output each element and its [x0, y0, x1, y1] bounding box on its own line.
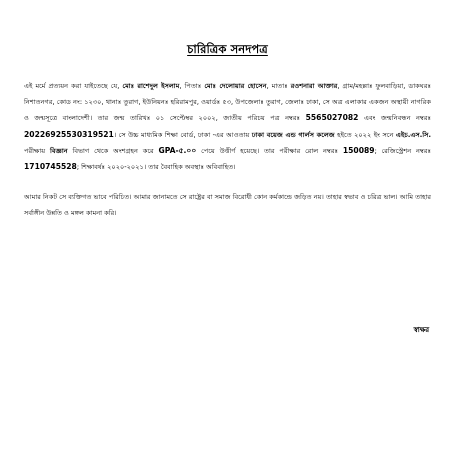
group-name: বিজ্ঞান	[49, 146, 68, 155]
title-wrap	[24, 38, 431, 60]
registration-number: 1710745528	[24, 162, 77, 172]
text-segment: , পিতাঃ	[179, 82, 205, 90]
exam-name: এইচ.এস.সি.	[395, 130, 431, 139]
text-segment: , গ্রাম/মহল্লাঃ ফুলবাড়িয়া, ডাকঘরঃ নিশাতনগর, কোড নং: ১২৩০, থানাঃ তুরাগ, ইউনিয়নঃ হরিরামপুর, ওয়ার্ডঃ ৫৩, উপজেলাঃ তুরাগ, জেলাঃ ঢাকা, সে অত্র এলাকার একজন অস্থায়ী নাগরিক ও জন্মসূত্রে বাংলাদেশী। তার জন্ম তারিখঃ ০১ সেপ্টেম্বর ২০০২, জাতীয় পরিচয় পত্র নম্বরঃ	[24, 82, 431, 123]
text-segment: বিভাগ থেকে অংশগ্রহন করে	[67, 146, 159, 155]
college-name: ঢাকা বয়েজ এন্ড গার্লস কলেজ	[251, 130, 335, 139]
roll-number: 150089	[342, 145, 375, 155]
text-segment: এবং জন্মনিবন্ধন নম্বরঃ	[358, 114, 431, 123]
text-segment: ; রেজিস্ট্রেশন নম্বরঃ	[374, 146, 431, 155]
birth-registration-number: 20226925530319521	[24, 129, 114, 139]
father-name: মোঃ দেলোয়ার হোসেন	[204, 82, 267, 90]
gpa-value: GPA-৫.০০	[158, 145, 197, 155]
signature-label: স্বাক্ষর	[413, 326, 429, 334]
text-segment: পরীক্ষায়	[24, 146, 50, 155]
certificate-body-paragraph	[24, 78, 431, 175]
character-statement-paragraph: আমার নিকট সে ব্যক্তিগত ভাবে পরিচিত। আমার জানামতে সে রাষ্ট্রের বা সমাজ বিরোধী কোন কর্মকান্ডে জড়িত নয়। তাহার স্বভাব ও চরিত্র ভাল। আমি তাহার সর্বাঙ্গীন উন্নতি ও মঙ্গল কামনা করি।	[24, 193, 431, 218]
text-segment: , মাতাঃ	[266, 82, 291, 90]
text-segment: এই মর্মে প্রত্যয়ন করা যাইতেছে যে,	[24, 82, 123, 90]
student-name: মোঃ রাশেদুল ইসলাম	[122, 82, 180, 90]
text-segment: ; শিক্ষাবর্ষঃ ২০২০-২০২১। তার বৈবাহিক অবস্থাঃ অবিবাহিত।	[76, 163, 236, 172]
document-title: চারিত্রিক সনদপত্র	[187, 42, 268, 56]
text-segment: । সে উচ্চ মাধ্যমিক শিক্ষা বোর্ড, ঢাকা -এর আওতায়	[113, 130, 252, 139]
text-segment: পেয়ে উত্তীর্ণ হয়েছে। তার পরীক্ষার রোল নম্বরঃ	[196, 146, 343, 155]
nid-number: 5565027082	[305, 113, 359, 123]
mother-name: রওশনারা আক্তার	[290, 82, 338, 90]
text-segment: হইতে ২০২২ ইং সনে	[334, 130, 396, 139]
